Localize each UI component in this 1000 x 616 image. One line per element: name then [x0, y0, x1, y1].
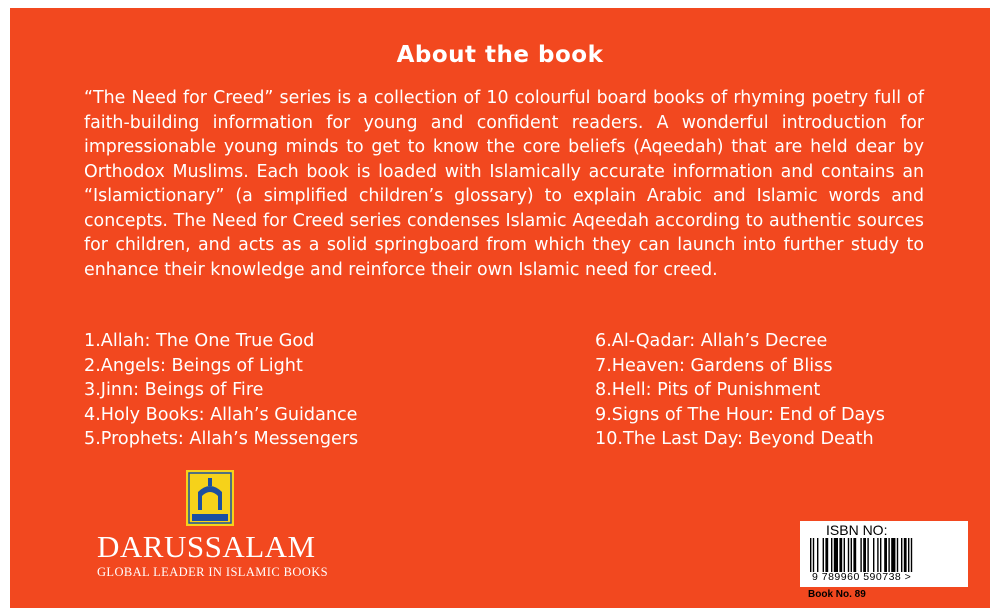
list-item: 2.Angels: Beings of Light	[84, 355, 303, 376]
list-item: 5.Prophets: Allah’s Messengers	[84, 429, 359, 450]
publisher-tagline: GLOBAL LEADER IN ISLAMIC BOOKS	[97, 565, 328, 579]
list-item: 4.Holy Books: Allah’s Guidance	[84, 404, 358, 425]
isbn-digits: 9 789960 590738 >	[812, 571, 912, 583]
publisher-brand	[97, 531, 328, 580]
book-list-right	[595, 329, 885, 452]
page-title: About the book	[396, 42, 604, 68]
list-item: 8.Hell: Pits of Punishment	[595, 380, 821, 401]
list-item: 6.Al-Qadar: Allah’s Decree	[595, 331, 828, 351]
publisher-logo-icon	[186, 470, 234, 526]
barcode-icon	[808, 538, 958, 572]
publisher-name: DARUSSALAM	[97, 529, 316, 564]
isbn-label: ISBN NO:	[826, 522, 888, 538]
book-description: “The Need for Creed” series is a collection of 10 colourful board books of rhyming poetry full of faith-building information for young and confident readers. A wonderful introduction for impressionable young minds to get to know the core beliefs (Aqeedah) that are held dear by Orthodox Muslims. Each book is loaded with Islamically accurate information and contains an “Islamictionary” (a simplified children’s glossary) to explain Arabic and Islamic words and concepts. The Need for Creed series condenses Islamic Aqeedah according to authentic sources for children, and acts as a solid springboard from which they can launch into further study to enhance their knowledge and reinforce their own Islamic need for creed.	[84, 88, 924, 280]
book-number: Book No. 89	[808, 589, 866, 600]
book-list-left	[84, 329, 358, 452]
isbn-barcode-box	[800, 521, 968, 587]
list-item: 3.Jinn: Beings of Fire	[84, 380, 264, 401]
list-item: 7.Heaven: Gardens of Bliss	[595, 355, 833, 376]
list-item: 1.Allah: The One True God	[84, 331, 315, 351]
list-item: 10.The Last Day: Beyond Death	[595, 429, 874, 450]
list-item: 9.Signs of The Hour: End of Days	[595, 404, 885, 425]
